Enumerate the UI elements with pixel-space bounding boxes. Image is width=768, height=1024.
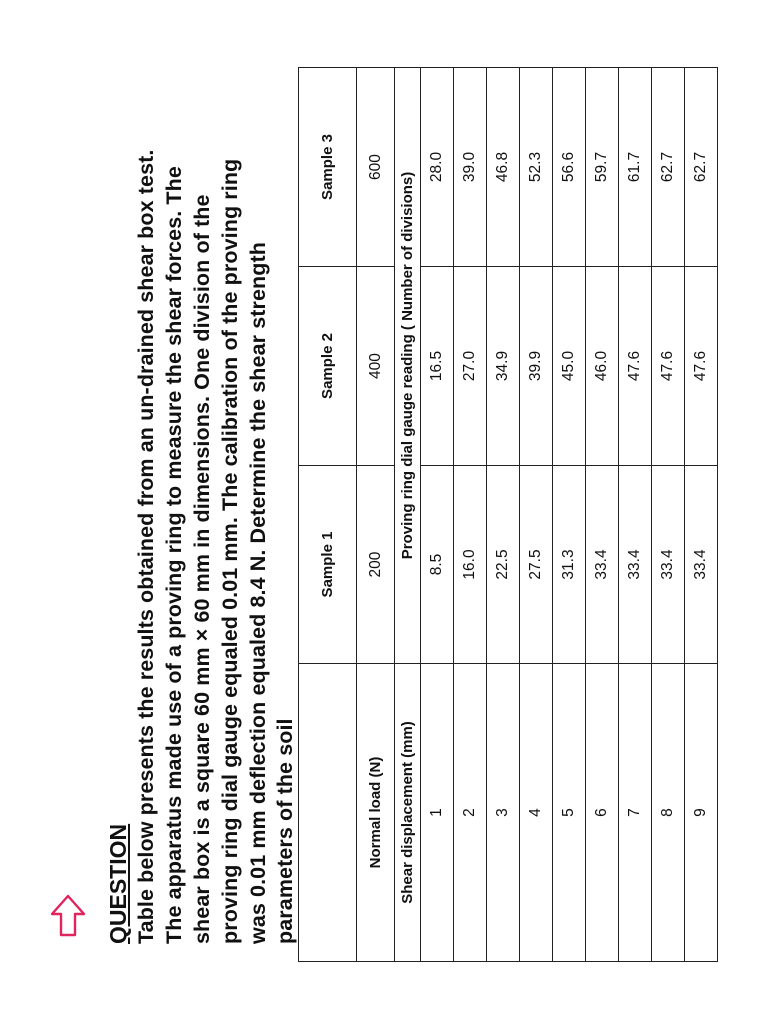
shear-box-table	[298, 67, 718, 962]
reading-cell: 47.6	[652, 267, 685, 466]
displacement-cell: 4	[520, 664, 553, 962]
reading-cell: 22.5	[487, 466, 520, 664]
displacement-cell: 5	[553, 664, 586, 962]
table-row	[652, 68, 685, 962]
normal-load-cell: 200	[357, 466, 395, 664]
subheader-row	[395, 68, 421, 962]
reading-cell: 33.4	[685, 466, 718, 664]
dial-gauge-reading-label: Proving ring dial gauge reading ( Number of divisions)	[395, 68, 421, 664]
reading-cell: 39.0	[454, 68, 487, 267]
table-header-row	[299, 68, 357, 962]
table-row	[454, 68, 487, 962]
column-header: Sample 3	[299, 68, 357, 267]
displacement-cell: 1	[421, 664, 454, 962]
question-line: Table below presents the results obtained from an un-drained shear box test.	[134, 149, 158, 944]
question-line: was 0.01 mm deflection equaled 8.4 N. Determine the shear strength	[246, 242, 270, 944]
reading-cell: 47.6	[685, 267, 718, 466]
reading-cell: 16.5	[421, 267, 454, 466]
reading-cell: 33.4	[652, 466, 685, 664]
reading-cell: 46.0	[586, 267, 619, 466]
reading-cell: 27.0	[454, 267, 487, 466]
reading-cell: 16.0	[454, 466, 487, 664]
question-heading: QUESTION	[105, 823, 131, 944]
reading-cell: 59.7	[586, 68, 619, 267]
reading-cell: 39.9	[520, 267, 553, 466]
reading-cell: 62.7	[652, 68, 685, 267]
reading-cell: 8.5	[421, 466, 454, 664]
reading-cell: 61.7	[619, 68, 652, 267]
table-row	[487, 68, 520, 962]
displacement-cell: 2	[454, 664, 487, 962]
reading-cell: 46.8	[487, 68, 520, 267]
table-row	[685, 68, 718, 962]
table-row	[421, 68, 454, 962]
empty-header-cell	[299, 664, 357, 962]
displacement-cell: 9	[685, 664, 718, 962]
column-header: Sample 2	[299, 267, 357, 466]
question-line: shear box is a square 60 mm × 60 mm in dimensions. One division of the	[190, 194, 214, 944]
reading-cell: 33.4	[619, 466, 652, 664]
question-line: parameters of the soil	[273, 718, 297, 944]
reading-cell: 31.3	[553, 466, 586, 664]
table-row	[586, 68, 619, 962]
normal-load-row	[357, 68, 395, 962]
displacement-cell: 3	[487, 664, 520, 962]
reading-cell: 28.0	[421, 68, 454, 267]
displacement-cell: 8	[652, 664, 685, 962]
question-line: proving ring dial gauge equaled 0.01 mm. The calibration of the proving ring	[218, 158, 242, 944]
reading-cell: 33.4	[586, 466, 619, 664]
reading-cell: 52.3	[520, 68, 553, 267]
shear-displacement-label: Shear displacement (mm)	[395, 664, 421, 962]
table-row	[619, 68, 652, 962]
reading-cell: 47.6	[619, 267, 652, 466]
reading-cell: 27.5	[520, 466, 553, 664]
question-line: The apparatus made use of a proving ring to measure the shear forces. The	[162, 166, 186, 944]
normal-load-label: Normal load (N)	[357, 664, 395, 962]
column-header: Sample 1	[299, 466, 357, 664]
reading-cell: 34.9	[487, 267, 520, 466]
reading-cell: 45.0	[553, 267, 586, 466]
normal-load-cell: 600	[357, 68, 395, 267]
table-row	[520, 68, 553, 962]
reading-cell: 56.6	[553, 68, 586, 267]
normal-load-cell: 400	[357, 267, 395, 466]
displacement-cell: 6	[586, 664, 619, 962]
table-row	[553, 68, 586, 962]
reading-cell: 62.7	[685, 68, 718, 267]
displacement-cell: 7	[619, 664, 652, 962]
